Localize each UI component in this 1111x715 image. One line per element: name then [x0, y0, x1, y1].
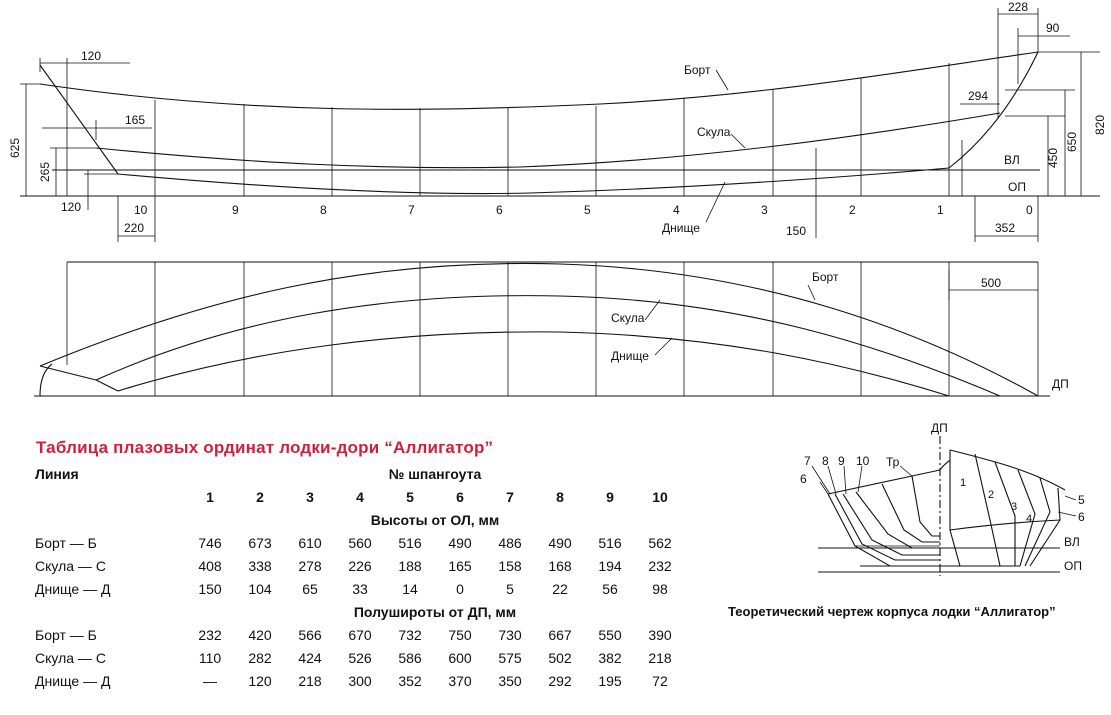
- body-label-tr: Тр: [886, 455, 900, 469]
- dim-220: 220: [124, 221, 145, 235]
- table-cell: 352: [398, 672, 422, 689]
- table-cell: 110: [198, 649, 222, 666]
- table-cell: 22: [552, 580, 568, 597]
- table-row: [32, 669, 685, 692]
- table-cell: 667: [548, 626, 572, 643]
- row-label: Скула — С: [35, 557, 106, 574]
- table-cell: 188: [398, 557, 422, 574]
- section-heights: Высоты от ОЛ, мм: [370, 511, 500, 528]
- table-cell: 610: [298, 534, 322, 551]
- table-row: [32, 531, 685, 554]
- station-label-7: 7: [408, 203, 415, 217]
- body-label-dp: ДП: [931, 421, 948, 435]
- table-row: [32, 577, 685, 600]
- table-cell: 600: [448, 649, 472, 666]
- dim-150: 150: [786, 224, 807, 238]
- table-cell: 232: [648, 557, 672, 574]
- plan-dnische-line: [118, 332, 949, 396]
- table-cell: 390: [648, 626, 672, 643]
- table-cell: 750: [448, 626, 472, 643]
- profile-stem: [40, 65, 118, 174]
- frame-number: 10: [652, 488, 668, 505]
- plan-label-dp: ДП: [1052, 377, 1069, 391]
- row-label: Скула — С: [35, 649, 106, 666]
- table-cell: 732: [398, 626, 422, 643]
- plan-label-dnische: Днище: [611, 349, 649, 363]
- table-cell: 550: [598, 626, 622, 643]
- station-label-3: 3: [761, 203, 768, 217]
- table-cell: 516: [398, 534, 422, 551]
- station-label-10: 10: [134, 203, 148, 217]
- body-label-vl: ВЛ: [1064, 535, 1080, 549]
- profile-label-skula: Скула: [697, 125, 731, 139]
- station-label-0: 0: [1026, 203, 1033, 217]
- table-cell: 72: [652, 672, 668, 689]
- dim-625: 625: [8, 137, 22, 158]
- station-label-4: 4: [673, 203, 680, 217]
- body-frame-9: 9: [838, 454, 845, 468]
- table-cell: 14: [402, 580, 418, 597]
- profile-bort-line: [40, 52, 1038, 109]
- table-cell: 282: [248, 649, 272, 666]
- body-frame-2: 2: [988, 489, 995, 501]
- table-cell: 560: [348, 534, 372, 551]
- table-cell: 218: [648, 649, 672, 666]
- frame-number: 8: [556, 488, 564, 505]
- body-plan-view: [812, 436, 1076, 576]
- table-cell: 278: [298, 557, 322, 574]
- body-frame-10: 10: [856, 454, 870, 468]
- dim-820: 820: [1093, 114, 1107, 135]
- table-cell: 104: [248, 580, 272, 597]
- table-cell: 33: [352, 580, 368, 597]
- table-cell: 56: [602, 580, 618, 597]
- profile-label-vl: ВЛ: [1004, 153, 1020, 167]
- station-label-8: 8: [320, 203, 327, 217]
- table-cell: 562: [648, 534, 672, 551]
- table-cell: 408: [198, 557, 222, 574]
- dim-650: 650: [1065, 131, 1079, 152]
- table-cell: 420: [248, 626, 272, 643]
- table-cell: 194: [598, 557, 622, 574]
- table-cell: 502: [548, 649, 572, 666]
- station-label-1: 1: [937, 203, 944, 217]
- table-cell: 150: [198, 580, 222, 597]
- station-label-6: 6: [496, 203, 503, 217]
- body-frame-7: 7: [804, 454, 811, 468]
- table-cell: 575: [498, 649, 522, 666]
- table-cell: 526: [348, 649, 372, 666]
- table-title: Таблица плазовых ординат лодки-дори “Аллигатор”: [36, 438, 494, 457]
- dim-120-top: 120: [81, 49, 102, 63]
- dim-265: 265: [38, 161, 52, 182]
- table-cell: 98: [652, 580, 668, 597]
- table-cell: 486: [498, 534, 522, 551]
- table-row: [32, 646, 685, 669]
- frame-number: 6: [456, 488, 464, 505]
- table-cell: 232: [198, 626, 222, 643]
- table-cell: 338: [248, 557, 272, 574]
- plan-skula-line: [96, 296, 1000, 396]
- body-frame-1: 1: [960, 477, 967, 489]
- table-cell: 165: [448, 557, 472, 574]
- table-cell: 586: [398, 649, 422, 666]
- col-frame-header: № шпангоута: [388, 465, 482, 482]
- table-cell: 292: [548, 672, 572, 689]
- ordinates-table: [32, 462, 685, 692]
- table-cell: 158: [498, 557, 522, 574]
- table-cell: 300: [348, 672, 372, 689]
- body-plan-caption: Теоретический чертеж корпуса лодки “Аллигатор”: [728, 604, 1056, 619]
- profile-label-bort: Борт: [684, 63, 711, 77]
- row-label: Днище — Д: [35, 580, 111, 597]
- table-cell: 670: [348, 626, 372, 643]
- table-cell: 673: [248, 534, 272, 551]
- frame-number: 5: [406, 488, 414, 505]
- row-label: Борт — Б: [35, 534, 97, 551]
- table-cell: 5: [506, 580, 514, 597]
- body-frame-6-right: 6: [1078, 510, 1085, 524]
- row-label: Днище — Д: [35, 672, 111, 689]
- body-frame-6-left: 6: [800, 472, 807, 486]
- table-cell: 424: [298, 649, 322, 666]
- dim-294: 294: [968, 89, 989, 103]
- table-cell: 350: [498, 672, 522, 689]
- section-halfbreadths: Полуширoты от ДП, мм: [353, 603, 517, 620]
- table-cell: 566: [298, 626, 322, 643]
- frame-number: 3: [306, 488, 314, 505]
- table-cell: 226: [348, 557, 372, 574]
- row-label: Борт — Б: [35, 626, 97, 643]
- table-cell: —: [203, 672, 217, 689]
- table-cell: 65: [302, 580, 318, 597]
- dim-450: 450: [1046, 147, 1060, 168]
- profile-skula-line: [96, 113, 1000, 168]
- plan-view: [34, 262, 1050, 396]
- table-cell: 490: [548, 534, 572, 551]
- table-row: [32, 623, 685, 646]
- col-line-header: Линия: [35, 465, 79, 482]
- body-frame-5: 5: [1078, 493, 1085, 507]
- plan-dim-500: 500: [981, 276, 1002, 290]
- frame-number: 2: [256, 488, 264, 505]
- body-frame-8: 8: [822, 454, 829, 468]
- plan-bort-line: [40, 263, 1038, 396]
- profile-dnische-line: [118, 168, 949, 194]
- profile-stations: [155, 63, 949, 196]
- station-label-9: 9: [232, 203, 239, 217]
- dim-352: 352: [995, 221, 1016, 235]
- table-cell: 516: [598, 534, 622, 551]
- profile-label-op: ОП: [1008, 180, 1026, 194]
- frame-number: 1: [206, 488, 214, 505]
- body-frame-4: 4: [1026, 513, 1033, 525]
- table-cell: 490: [448, 534, 472, 551]
- station-label-2: 2: [849, 203, 856, 217]
- body-label-op: ОП: [1064, 559, 1082, 573]
- dim-90: 90: [1046, 21, 1060, 35]
- table-cell: 120: [248, 672, 272, 689]
- table-cell: 746: [198, 534, 222, 551]
- dim-228: 228: [1008, 0, 1029, 14]
- body-frame-3: 3: [1011, 501, 1018, 513]
- table-cell: 218: [298, 672, 322, 689]
- plan-label-bort: Борт: [812, 270, 839, 284]
- table-row: [32, 554, 685, 577]
- profile-label-dnische: Днище: [662, 221, 700, 235]
- frame-number: 7: [506, 488, 514, 505]
- table-cell: 168: [548, 557, 572, 574]
- plan-label-skula: Скула: [611, 311, 645, 325]
- table-cell: 382: [598, 649, 622, 666]
- station-label-5: 5: [584, 203, 591, 217]
- table-cell: 0: [456, 580, 464, 597]
- plan-stations: [155, 262, 1038, 396]
- table-cell: 195: [598, 672, 622, 689]
- table-cell: 730: [498, 626, 522, 643]
- frame-number: 9: [606, 488, 614, 505]
- dim-165: 165: [125, 113, 146, 127]
- table-cell: 370: [448, 672, 472, 689]
- frame-number: 4: [356, 488, 364, 505]
- dim-120-bottom: 120: [61, 200, 82, 214]
